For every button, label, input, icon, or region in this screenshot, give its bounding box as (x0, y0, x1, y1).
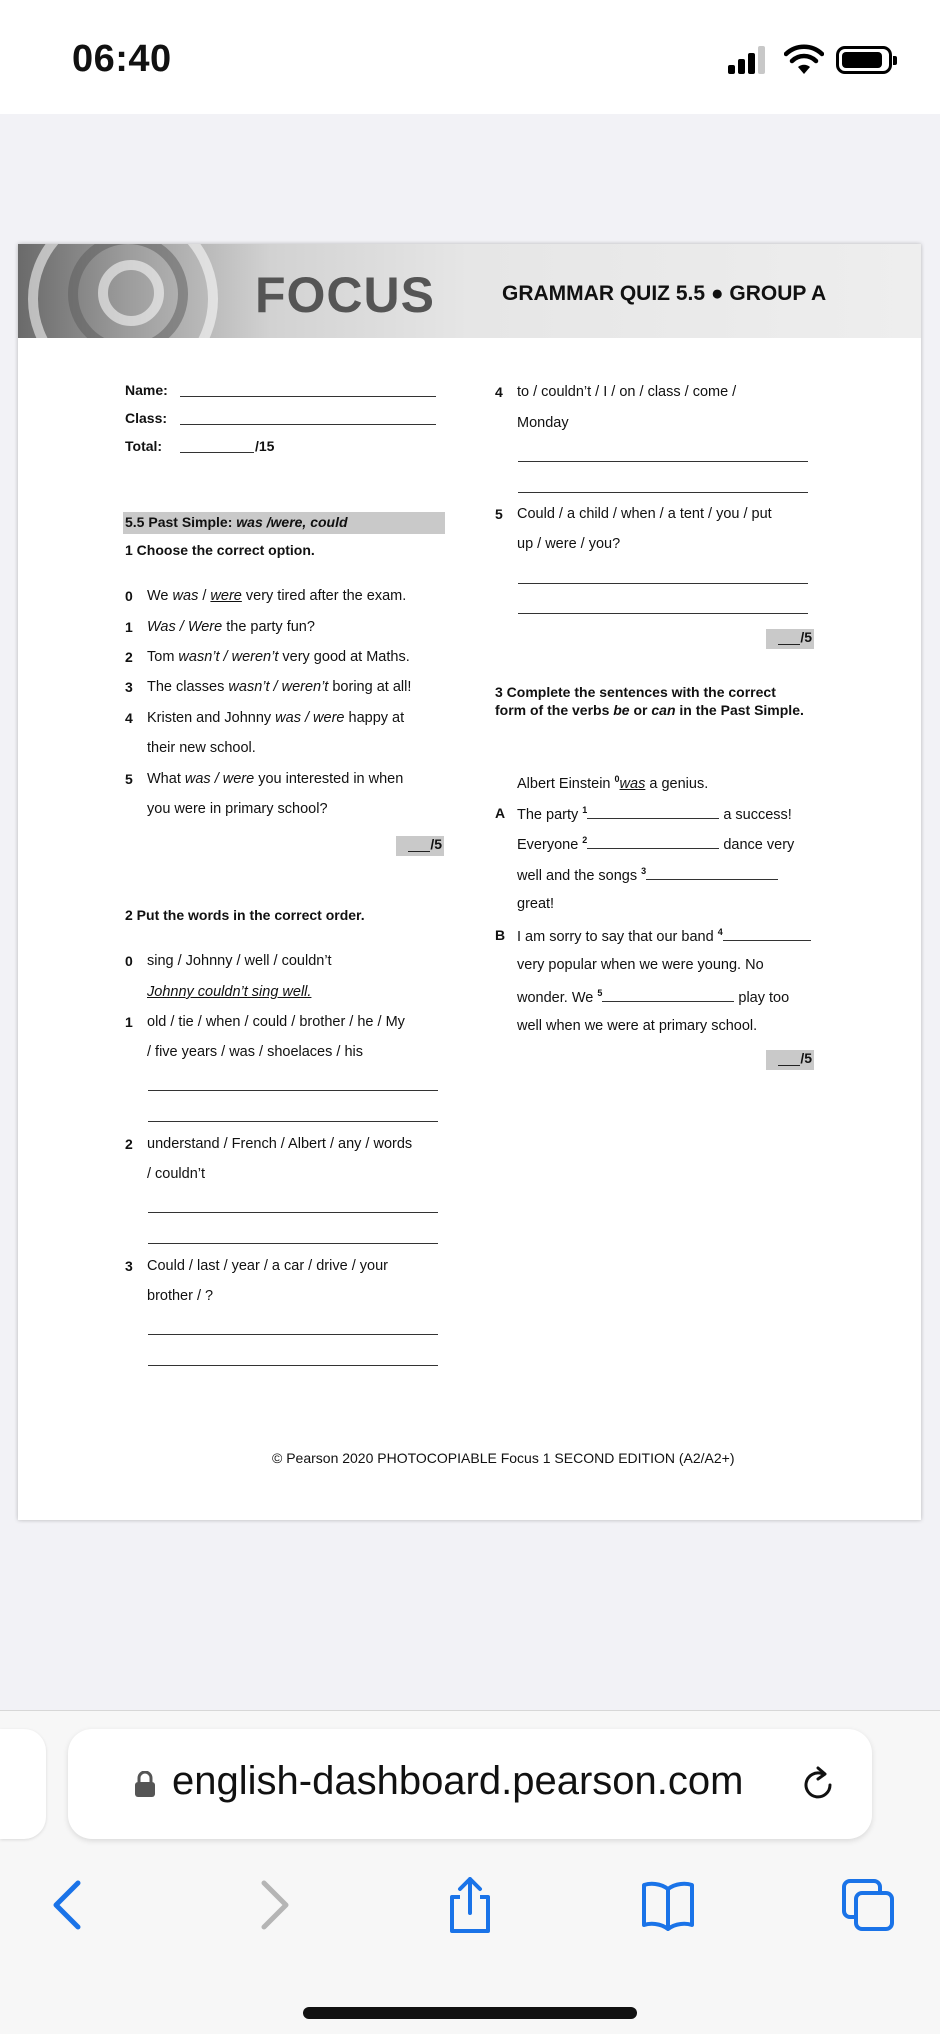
task2-item-4-line1: to / couldn’t / I / on / class / come / (517, 384, 737, 400)
quiz-document (18, 244, 921, 1520)
total-line[interactable] (180, 452, 254, 453)
task2-item-5-line2: up / were / you? (517, 536, 621, 552)
forward-icon[interactable] (244, 1877, 300, 1933)
task3-a-line4: great! (517, 896, 555, 912)
task1-score[interactable]: /5 (396, 836, 444, 856)
task1-heading: 1 Choose the correct option. (125, 542, 315, 558)
task3-label-a: A (495, 805, 506, 821)
wifi-icon (784, 44, 824, 76)
task2-item-5-line1: Could / a child / when / a tent / you / put (517, 506, 772, 522)
answer-line[interactable] (148, 1090, 438, 1091)
task2-item-1-line2: / five years / was / shoelaces / his (147, 1044, 363, 1060)
answer-line[interactable] (148, 1365, 438, 1366)
task3-example: Albert Einstein $^0$was a genius. (517, 774, 709, 792)
reload-icon[interactable] (796, 1763, 840, 1807)
task3-b-line1: I am sorry to say that our band $^4$ (517, 927, 811, 945)
page-footer: © Pearson 2020 PHOTOCOPIABLE Focus 1 SECOND EDITION (A2/A2+) (272, 1450, 735, 1466)
task2-num-5: 5 (495, 506, 503, 522)
task1-num-0: 0 (125, 588, 133, 604)
total-label: Total: (125, 438, 163, 454)
task1-num-2: 2 (125, 649, 133, 665)
task2-num-1: 1 (125, 1014, 133, 1030)
task3-heading: 3 Complete the sentences with the correct form of the verbs be or can in the Past Simple. (495, 684, 804, 718)
task2-item-1-line1: old / tie / when / could / brother / he / My (147, 1014, 405, 1030)
task2-num-2: 2 (125, 1136, 133, 1152)
task1-item-5: What was / were you interested in when (147, 771, 404, 787)
task2-num-4: 4 (495, 384, 503, 400)
class-line[interactable] (180, 424, 436, 425)
home-indicator[interactable] (303, 2007, 637, 2019)
task2-item-3-line2: brother / ? (147, 1288, 214, 1304)
address-bar[interactable] (68, 1729, 872, 1839)
task1-item-3: The classes wasn’t / weren’t boring at all! (147, 679, 412, 695)
answer-line[interactable] (148, 1121, 438, 1122)
bookmarks-icon[interactable] (640, 1877, 696, 1933)
task2-item-3-line1: Could / last / year / a car / drive / your (147, 1258, 388, 1274)
quiz-title: GRAMMAR QUIZ 5.5 ● GROUP A (502, 282, 827, 305)
swirl-graphic (18, 244, 248, 338)
answer-line[interactable] (518, 492, 808, 493)
task1-num-4: 4 (125, 710, 133, 726)
name-label: Name: (125, 382, 168, 398)
task3-b-line3: wonder. We $^5$ play too (517, 988, 790, 1006)
task2-item-0: sing / Johnny / well / couldn’t (147, 953, 332, 969)
name-line[interactable] (180, 396, 436, 397)
task3-b-line4: well when we were at primary school. (517, 1018, 758, 1034)
task2-item-2-line1: understand / French / Albert / any / words (147, 1136, 413, 1152)
task1-item-5-cont: you were in primary school? (147, 801, 328, 817)
task3-a-line1: The party $^1$ a success! (517, 805, 792, 823)
task2-heading: 2 Put the words in the correct order. (125, 907, 365, 923)
signal-icon (728, 46, 768, 74)
task1-num-5: 5 (125, 771, 133, 787)
task1-item-4: Kristen and Johnny was / were happy at (147, 710, 405, 726)
status-time: 06:40 (72, 38, 172, 80)
task3-a-line3: well and the songs $^3$ (517, 866, 778, 884)
answer-line[interactable] (148, 1243, 438, 1244)
total-suffix: /15 (255, 438, 275, 454)
share-icon[interactable] (442, 1877, 498, 1933)
status-bar (0, 0, 940, 114)
tabs-icon[interactable] (840, 1877, 896, 1933)
task1-item-4-cont: their new school. (147, 740, 256, 756)
section-bar: 5.5 Past Simple: was /were, could (123, 512, 445, 534)
task3-score[interactable]: /5 (766, 1050, 814, 1070)
task1-item-2: Tom wasn’t / weren’t very good at Maths. (147, 649, 410, 665)
answer-line[interactable] (518, 461, 808, 462)
answer-line[interactable] (518, 613, 808, 614)
battery-icon (836, 46, 892, 74)
class-label: Class: (125, 410, 168, 426)
previous-tab[interactable] (0, 1729, 46, 1839)
task1-item-0: We was / were very tired after the exam. (147, 588, 407, 604)
task2-item-2-line2: / couldn’t (147, 1166, 206, 1182)
lock-icon (134, 1771, 156, 1797)
task2-item-0-answer: Johnny couldn’t sing well. (147, 984, 312, 1000)
task3-a-line2: Everyone $^2$ dance very (517, 835, 795, 853)
answer-line[interactable] (148, 1334, 438, 1335)
browser-chrome (0, 1710, 940, 2034)
task2-num-3: 3 (125, 1258, 133, 1274)
focus-logo: FOCUS (255, 267, 435, 323)
header-banner (18, 244, 921, 338)
task2-item-4-line2: Monday (517, 415, 569, 431)
task2-score[interactable]: /5 (766, 629, 814, 649)
answer-line[interactable] (148, 1212, 438, 1213)
task3-label-b: B (495, 927, 506, 943)
browser-toolbar (0, 1861, 940, 1961)
task3-b-line2: very popular when we were young. No (517, 957, 764, 973)
task1-item-1: Was / Were the party fun? (147, 619, 315, 635)
answer-line[interactable] (518, 583, 808, 584)
back-icon[interactable] (42, 1877, 98, 1933)
url-text[interactable]: english-dashboard.pearson.com (172, 1759, 744, 1803)
task2-num-0: 0 (125, 953, 133, 969)
task1-num-3: 3 (125, 679, 133, 695)
task1-num-1: 1 (125, 619, 133, 635)
